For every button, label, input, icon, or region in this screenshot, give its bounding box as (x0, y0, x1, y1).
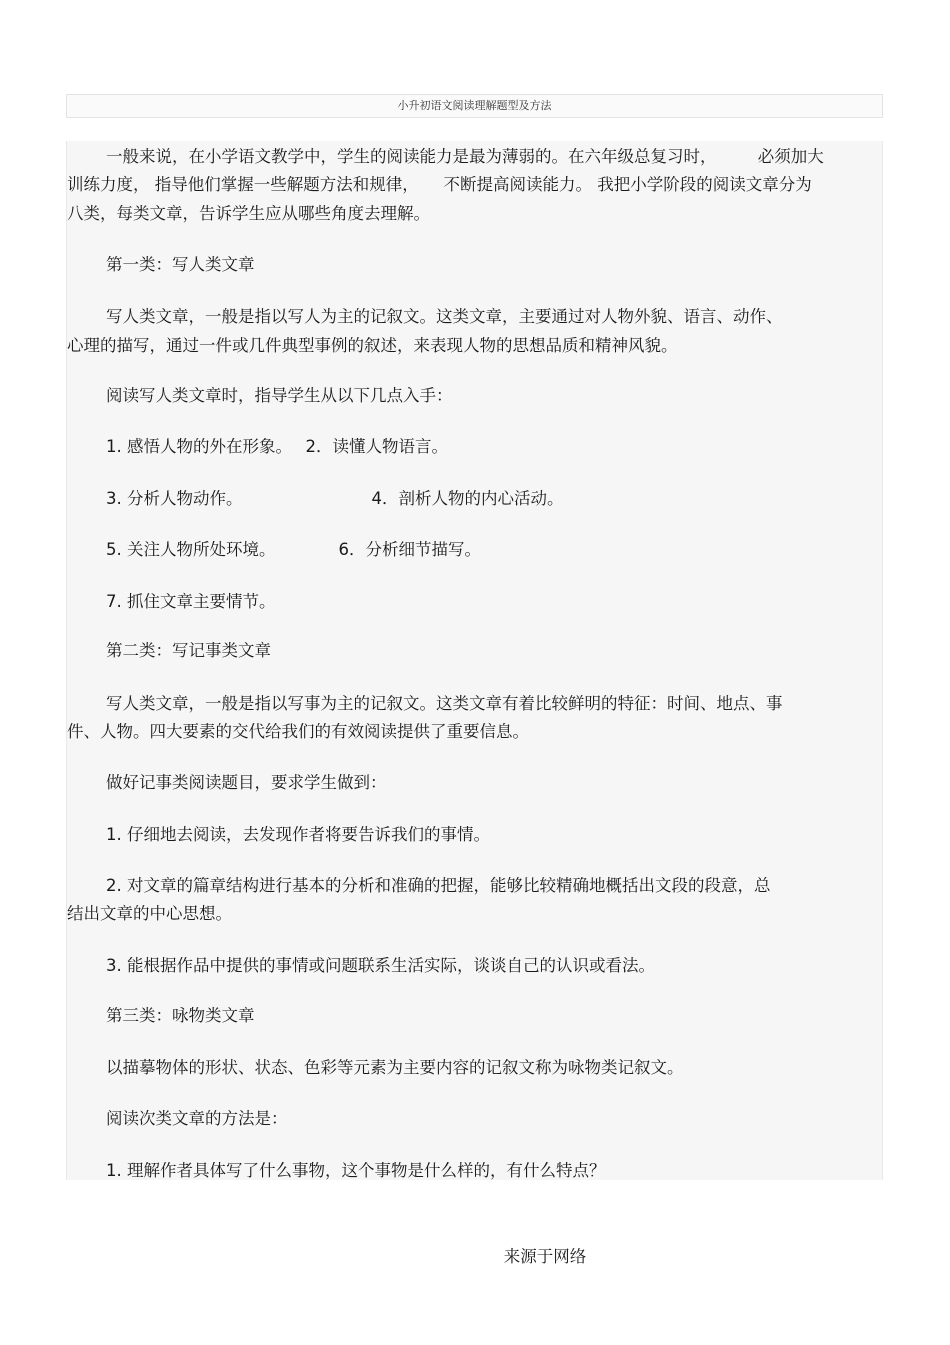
paragraph-line: 写人类文章，一般是指以写人为主的记叙文。这类文章，主要通过对人物外貌、语言、动作、 (106, 307, 783, 326)
list-item: 2. 对文章的篇章结构进行基本的分析和准确的把握，能够比较精确地概括出文段的段意，总 (106, 876, 771, 895)
header-title: 小升初语文阅读理解题型及方法 (397, 99, 552, 112)
paragraph-line: 写人类文章，一般是指以写事为主的记叙文。这类文章有着比较鲜明的特征：时间、地点、事 (106, 694, 783, 713)
paragraph-line: 阅读写人类文章时，指导学生从以下几点入手： (106, 386, 453, 405)
list-item: 3. 分析人物动作。 4．剖析人物的内心活动。 (106, 489, 564, 508)
list-item: 7. 抓住文章主要情节。 (106, 592, 276, 611)
paragraph-line: 以描摹物体的形状、状态、色彩等元素为主要内容的记叙文称为咏物类记叙文。 (106, 1058, 684, 1077)
section-heading: 第三类：咏物类文章 (106, 1006, 255, 1025)
document-body (66, 141, 883, 1180)
paragraph-line: 做好记事类阅读题目，要求学生做到： (106, 773, 387, 792)
paragraph-line: 一般来说，在小学语文教学中，学生的阅读能力是最为薄弱的。在六年级总复习时， 必须加大 (106, 147, 824, 166)
section-heading: 第一类：写人类文章 (106, 255, 255, 274)
paragraph-line: 阅读次类文章的方法是： (106, 1109, 288, 1128)
paragraph-line: 心理的描写，通过一件或几件典型事例的叙述，来表现人物的思想品质和精神风貌。 (67, 336, 678, 355)
page-header (66, 94, 883, 118)
list-item: 1. 理解作者具体写了什么事物，这个事物是什么样的，有什么特点？ (106, 1161, 606, 1180)
section-heading: 第二类：写记事类文章 (106, 641, 271, 660)
list-item: 1. 仔细地去阅读，去发现作者将要告诉我们的事情。 (106, 825, 490, 844)
paragraph-line: 训练力度， 指导他们掌握一些解题方法和规律， 不断提高阅读能力。 我把小学阶段的阅读文章分为 (67, 175, 812, 194)
page-footer (0, 1246, 950, 1268)
paragraph-line: 八类，每类文章，告诉学生应从哪些角度去理解。 (67, 204, 430, 223)
list-item: 1. 感悟人物的外在形象。 2．读懂人物语言。 (106, 437, 448, 456)
paragraph-line: 件、人物。四大要素的交代给我们的有效阅读提供了重要信息。 (67, 722, 529, 741)
list-item: 3. 能根据作品中提供的事情或问题联系生活实际，谈谈自己的认识或看法。 (106, 956, 655, 975)
footer-source: 来源于网络 (503, 1247, 587, 1266)
list-item: 5. 关注人物所处环境。 6．分析细节描写。 (106, 540, 481, 559)
list-item: 结出文章的中心思想。 (67, 904, 232, 923)
